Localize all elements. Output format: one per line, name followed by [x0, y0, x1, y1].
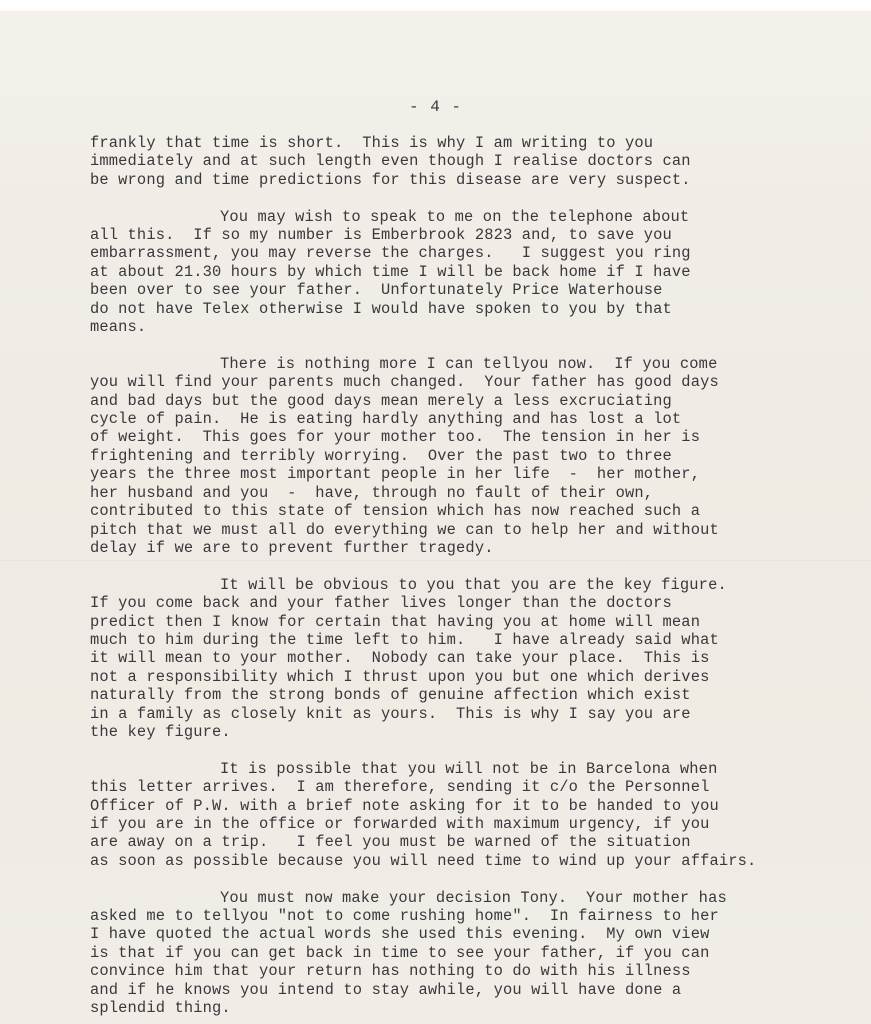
text-line: of weight. This goes for your mother too. The tension in her is [90, 428, 701, 447]
text-line-content: You may wish to speak to me on the telephone about [220, 207, 690, 226]
page-number: - 4 - [408, 98, 462, 116]
text-line: if you are in the office or forwarded with maximum urgency, if you [90, 814, 710, 833]
letter-paragraph [90, 760, 865, 870]
text-line: you will find your parents much changed. Your father has good days [90, 373, 719, 392]
text-line: much to him during the time left to him. I have already said what [90, 630, 719, 649]
text-line: If you come back and your father lives longer than the doctors [90, 594, 672, 613]
text-line-content: It will be obvious to you that you are the key figure. [220, 575, 727, 594]
letter-paragraph [90, 889, 865, 1018]
text-line: Officer of P.W. with a brief note asking for it to be handed to you [90, 796, 719, 815]
text-line [90, 889, 865, 907]
text-line: all this. If so my number is Emberbrook 2823 and, to save you [90, 226, 672, 245]
text-line: been over to see your father. Unfortunately Price Waterhouse [90, 281, 663, 300]
text-line: her husband and you - have, through no fault of their own, [90, 483, 654, 502]
text-line: are away on a trip. I feel you must be warned of the situation [90, 833, 691, 852]
text-line: convince him that your return has nothing to do with his illness [90, 962, 691, 981]
text-line: is that if you can get back in time to see your father, if you can [90, 943, 710, 962]
text-line: and bad days but the good days mean merely a less excruciating [90, 391, 672, 410]
text-line: frightening and terribly worrying. Over the past two to three [90, 446, 672, 465]
letter-paragraph [90, 134, 865, 189]
text-line-content: You must now make your decision Tony. Your mother has [220, 888, 727, 907]
text-line: be wrong and time predictions for this disease are very suspect. [90, 170, 691, 189]
text-line-content: It is possible that you will not be in Barcelona when [220, 759, 718, 778]
text-line: years the three most important people in her life - her mother, [90, 465, 701, 484]
text-line: at about 21.30 hours by which time I will be back home if I have [90, 262, 691, 281]
text-line: contributed to this state of tension which has now reached such a [90, 502, 701, 521]
text-line: asked me to tellyou "not to come rushing home". In fairness to her [90, 906, 719, 925]
text-line: the key figure. [90, 722, 231, 741]
letter-paragraph [90, 355, 865, 557]
text-line: means. [90, 318, 147, 337]
text-line: splendid thing. [90, 999, 231, 1018]
text-line: this letter arrives. I am therefore, sending it c/o the Personnel [90, 778, 710, 797]
text-line: embarrassment, you may reverse the charges. I suggest you ring [90, 244, 691, 263]
text-line: as soon as possible because you will need time to wind up your affairs. [90, 851, 757, 870]
text-line: not a responsibility which I thrust upon you but one which derives [90, 667, 710, 686]
text-line [90, 576, 865, 594]
text-line: predict then I know for certain that having you at home will mean [90, 612, 701, 631]
text-line: do not have Telex otherwise I would have spoken to you by that [90, 299, 672, 318]
text-line [90, 208, 865, 226]
text-line: frankly that time is short. This is why I am writing to you [90, 134, 654, 152]
text-line: pitch that we must all do everything we can to help her and without [90, 520, 719, 539]
text-line: in a family as closely knit as yours. This is why I say you are [90, 704, 691, 723]
text-line: I have quoted the actual words she used this evening. My own view [90, 925, 710, 944]
letter-body [90, 134, 865, 1024]
text-line: cycle of pain. He is eating hardly anything and has lost a lot [90, 410, 682, 429]
letter-paragraph [90, 208, 865, 337]
text-line: it will mean to your mother. Nobody can take your place. This is [90, 649, 710, 668]
text-line: immediately and at such length even though I realise doctors can [90, 152, 691, 171]
text-line: delay if we are to prevent further tragedy. [90, 538, 494, 557]
text-line [90, 355, 865, 373]
text-line: and if he knows you intend to stay awhile, you will have done a [90, 980, 682, 999]
text-line [90, 760, 865, 778]
text-line: naturally from the strong bonds of genuine affection which exist [90, 686, 691, 705]
text-line-content: There is nothing more I can tellyou now. If you come [220, 354, 718, 373]
letter-paragraph [90, 576, 865, 742]
